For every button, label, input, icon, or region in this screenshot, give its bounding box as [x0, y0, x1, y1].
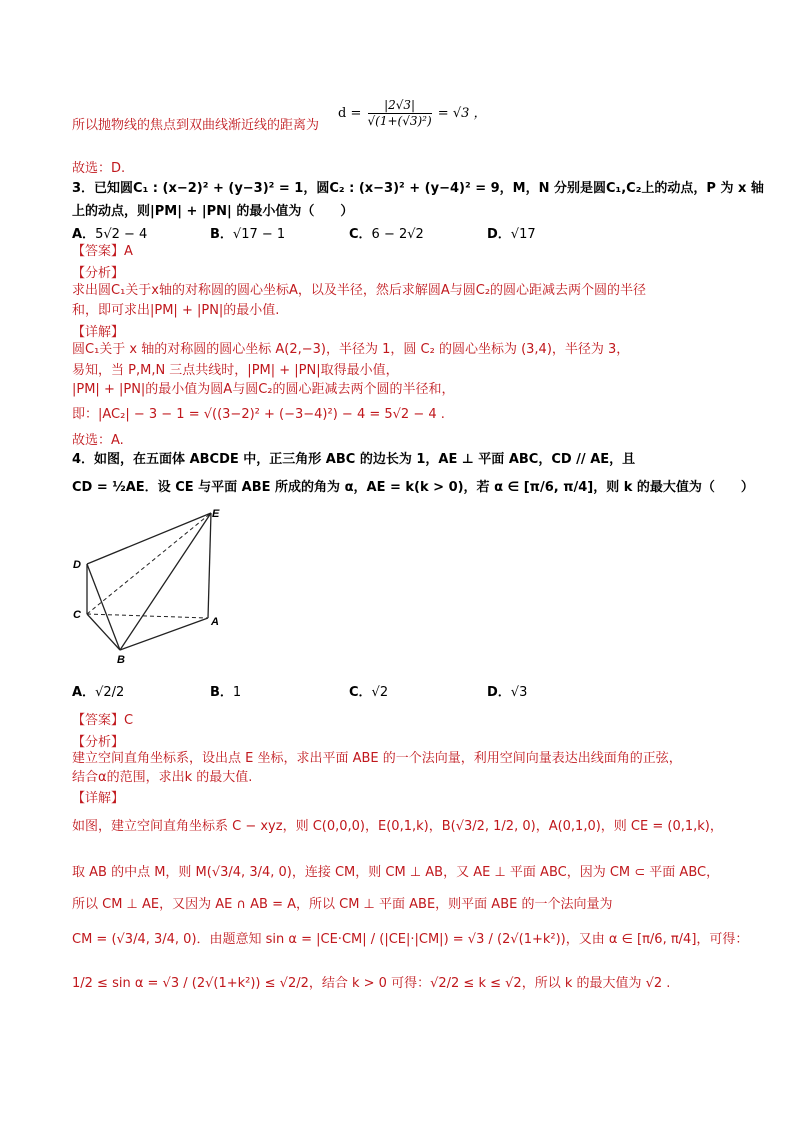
edge-eb: [120, 513, 211, 650]
q4-stem-line1: 4．如图，在五面体 ABCDE 中，正三角形 ABC 的边长为 1，AE ⊥ 平面 ABC，CD // AE，且: [72, 452, 636, 467]
q4-analysis-line1: 建立空间直角坐标系，设出点 E 坐标，求出平面 ABE 的一个法向量，利用空间向量表达出线面角的正弦，: [72, 751, 682, 766]
vertex-label-b: B: [117, 654, 125, 665]
edge-cb: [87, 614, 120, 650]
vertex-label-d: D: [73, 559, 81, 571]
q4-detail-line4: CM = (√3/4, 3/4, 0)．由题意知 sin α = |CE·CM| / (|CE|·|CM|) = √3 / (2√(1+k²))，又由 α ∈ [π/6, π/4]，可得：: [72, 932, 749, 947]
q3-detail-line3: |PM| + |PN|的最小值为圆A与圆C₂的圆心距减去两个圆的半径和，: [72, 382, 455, 397]
q3-answer: 【答案】A: [72, 244, 133, 259]
edge-ea: [208, 513, 211, 618]
pentahedron-figure: [66, 505, 236, 665]
q3-analysis-line2: 和，即可求出|PM| + |PN|的最小值.: [72, 303, 280, 318]
vertex-label-a: A: [211, 616, 219, 628]
q3-stem-line1: 3．已知圆C₁ : (x−2)² + (y−3)² = 1，圆C₂ : (x−3)² + (y−4)² = 9，M，N 分别是圆C₁,C₂上的动点，P 为 x 轴: [72, 181, 764, 196]
q4-option-c: C．√2: [349, 685, 389, 700]
edge-ba: [120, 618, 208, 650]
q4-detail-line5: 1/2 ≤ sin α = √3 / (2√(1+k²)) ≤ √2/2，结合 k > 0 可得：√2/2 ≤ k ≤ √2，所以 k 的最大值为 √2 .: [72, 976, 671, 991]
q4-analysis-tag: 【分析】: [72, 735, 125, 750]
q3-detail-tag: 【详解】: [72, 325, 125, 340]
q4-answer: 【答案】C: [72, 713, 134, 728]
edge-ce-hidden: [87, 513, 211, 614]
q4-option-a: A．√2/2: [72, 685, 125, 700]
q3-stem-line2: 上的动点，则|PM| + |PN| 的最小值为（ ）: [72, 204, 354, 219]
q4-stem-line2: CD = ½AE．设 CE 与平面 ABE 所成的角为 α，AE = k(k > 0)，若 α ∈ [π/6, π/4]，则 k 的最大值为（ ）: [72, 480, 754, 495]
q3-answer-line: 故选：A.: [72, 433, 124, 448]
q3-option-c: C．6 − 2√2: [349, 227, 424, 242]
edge-ca-hidden: [87, 614, 208, 618]
edge-de: [87, 513, 211, 564]
q3-option-b: B．√17 − 1: [210, 227, 286, 242]
prev-conclusion-formula: d = $\frac{|2√3|}{\text{√(1+(√3)²)}}$ = √3 ，: [338, 98, 487, 128]
q3-option-d: D．√17: [487, 227, 536, 242]
q3-detail-line2: 易知，当 P,M,N 三点共线时，|PM| + |PN|取得最小值，: [72, 363, 399, 378]
q3-option-a: A．5√2 − 4: [72, 227, 148, 242]
q3-detail-line1: 圆C₁关于 x 轴的对称圆的圆心坐标 A(2,−3)，半径为 1，圆 C₂ 的圆心坐标为 (3,4)，半径为 3，: [72, 342, 630, 357]
prev-conclusion-text: 所以抛物线的焦点到双曲线渐近线的距离为: [72, 118, 320, 133]
vertex-label-e: E: [212, 508, 220, 520]
q3-analysis-tag: 【分析】: [72, 266, 125, 281]
q4-detail-line1: 如图，建立空间直角坐标系 C − xyz，则 C(0,0,0)，E(0,1,k)，B(√3/2, 1/2, 0)，A(0,1,0)，则 CE = (0,1,k)，: [72, 819, 723, 834]
q4-detail-tag: 【详解】: [72, 791, 125, 806]
q4-detail-line3: 所以 CM ⊥ AE，又因为 AE ∩ AB = A，所以 CM ⊥ 平面 ABE，则平面 ABE 的一个法向量为: [72, 897, 613, 912]
q3-analysis-line1: 求出圆C₁关于x轴的对称圆的圆心坐标A，以及半径，然后求解圆A与圆C₂的圆心距减去两个圆的半径: [72, 283, 647, 298]
q4-analysis-line2: 结合α的范围，求出k 的最大值.: [72, 770, 253, 785]
vertex-label-c: C: [73, 609, 81, 621]
q4-detail-line2: 取 AB 的中点 M，则 M(√3/4, 3/4, 0)，连接 CM，则 CM ⊥ AB，又 AE ⊥ 平面 ABC，因为 CM ⊂ 平面 ABC，: [72, 865, 720, 880]
q3-detail-line4: 即：|AC₂| − 3 − 1 = √((3−2)² + (−3−4)²) − 4 = 5√2 − 4 .: [72, 407, 445, 422]
edge-db: [87, 564, 120, 650]
q4-option-b: B．1: [210, 685, 242, 700]
q4-option-d: D．√3: [487, 685, 528, 700]
prev-answer-line: 故选：D.: [72, 161, 126, 176]
